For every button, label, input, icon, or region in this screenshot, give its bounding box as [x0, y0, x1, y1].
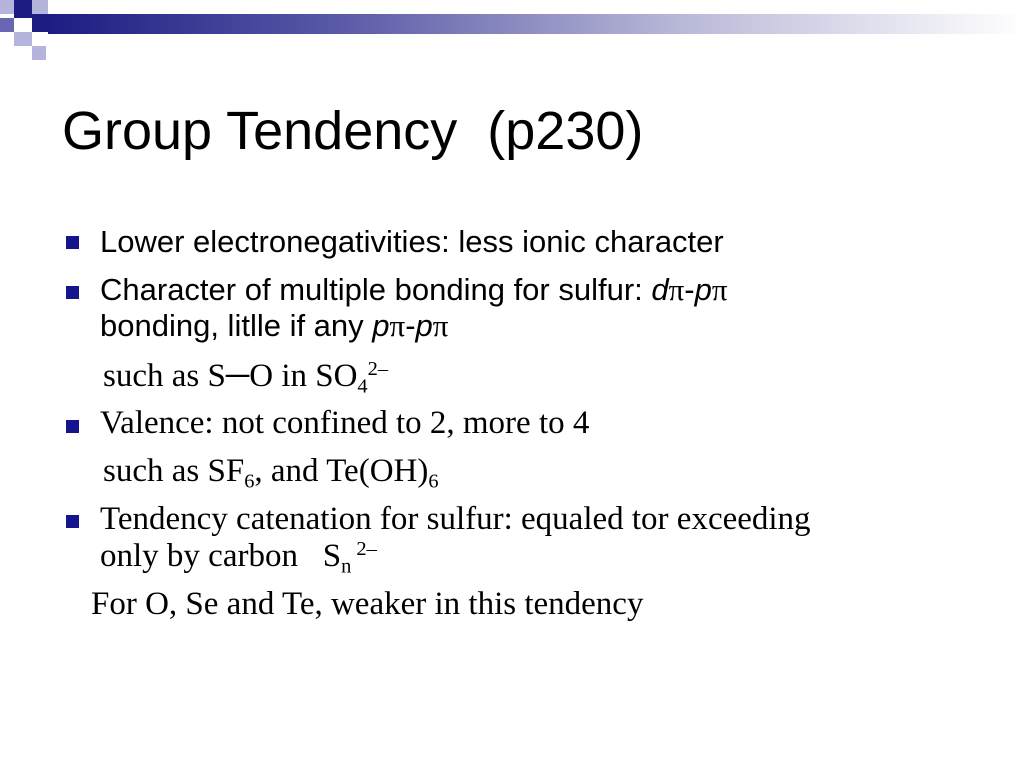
bullet-text-continuation: only by carbon $S_n$ $^{2-}$	[100, 537, 377, 578]
bullet-text: Valence: not confined to 2, more to 4	[100, 405, 590, 441]
bullet-text-continuation: bonding, litlle if any pπ-pπ	[100, 308, 449, 343]
bullet-marker	[66, 515, 79, 528]
bullet-marker	[66, 286, 79, 299]
slide-title: Group Tendency (p230)	[62, 101, 644, 161]
header-gradient-bar	[48, 14, 1024, 34]
example-line-so4: such as S─O in $SO_4^{2-}$	[103, 357, 389, 398]
bullet-marker	[66, 420, 79, 433]
bullet-text: Tendency catenation for sulfur: equaled tor exceeding	[100, 501, 811, 537]
example-line-sf6: such as $SF_6$, and $Te(OH)_6$	[103, 453, 439, 493]
note-line: For O, Se and Te, weaker in this tendency	[91, 586, 644, 622]
bullet-text: Character of multiple bonding for sulfur: dπ-pπ	[100, 272, 728, 307]
bullet-text: Lower electronegativities: less ionic character	[100, 224, 724, 259]
bullet-marker	[66, 236, 79, 249]
